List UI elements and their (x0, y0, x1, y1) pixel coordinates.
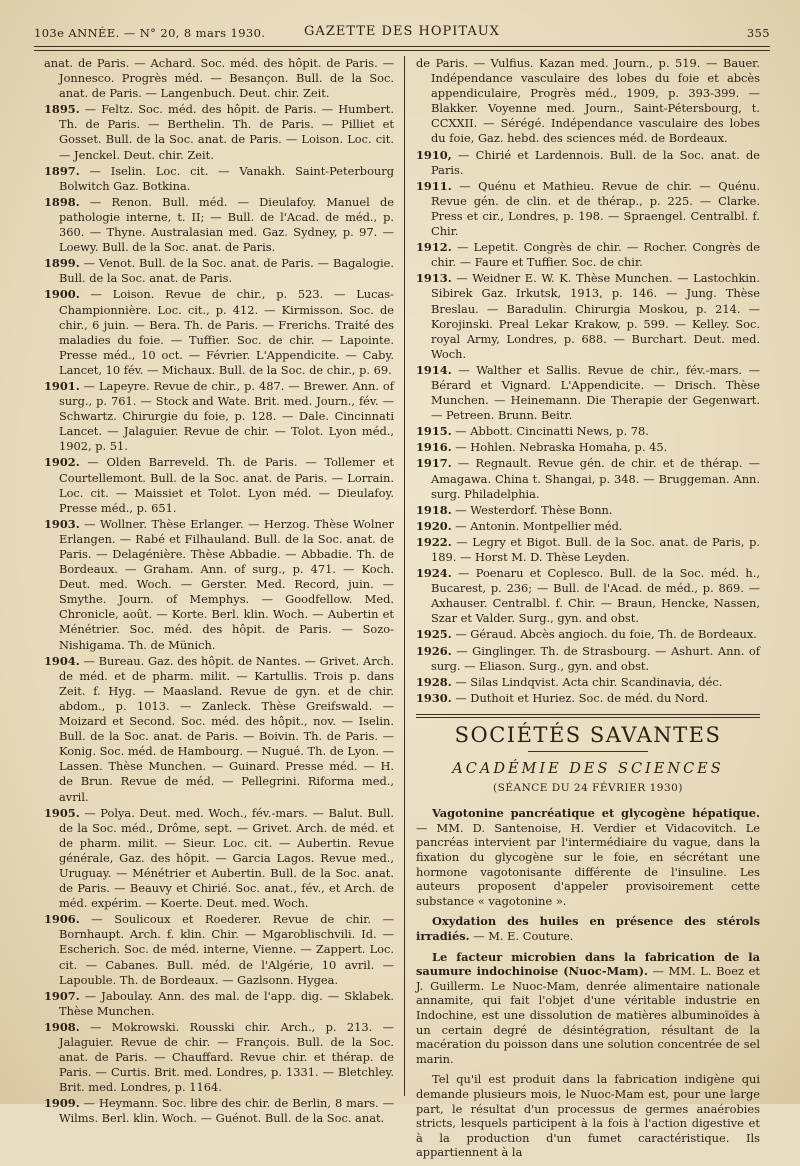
reference-text: — Abbott. Cincinatti News, p. 78. (455, 424, 649, 439)
journal-title: GAZETTE DES HOPITAUX (304, 24, 500, 39)
reference-entry (416, 691, 760, 706)
reference-text: — Venot. Bull. de la Soc. anat. de Paris. — Bagalogie. Bull. de la Soc. anat. de Paris. (59, 256, 395, 286)
reference-year: 1901. (44, 378, 80, 393)
reference-entry (416, 271, 760, 362)
reference-year: 1924. (416, 566, 452, 581)
reference-entry (416, 424, 760, 439)
reference-entry (416, 179, 760, 239)
reference-entry (44, 195, 394, 255)
communication-paragraph (416, 1072, 760, 1160)
reference-text: — Regnault. Revue gén. de chir. et de thérap. — Amagawa. China t. Shangai, p. 348. — Bruggeman. Ann. surg. Philadelphia. (431, 456, 760, 501)
reference-text: — Renon. Bull. méd. — Dieulafoy. Manuel de pathologie interne, t. II; — Bull. de l'Acad. de méd., p. 360. — Thyne. Australasian med. Gaz. Sydney, p. 97. — Loewy. Bull. de la Soc. anat. de Paris. (59, 194, 395, 255)
reference-entry (44, 1020, 394, 1095)
reference-text: — Feltz. Soc. méd. des hôpit. de Paris. — Humbert. Th. de Paris. — Berthelin. Th. de Paris. — Pilliet et Gosset. Bull. de la Soc. anat. de Paris. — Loison. Loc. cit. — Jenckel. Deut. chir. Zeit. (59, 102, 394, 162)
communication-body: — M. E. Couture. (469, 928, 574, 943)
reference-year: 1897. (44, 163, 80, 178)
title-rule (528, 751, 648, 752)
reference-year: 1904. (44, 653, 80, 668)
communication-body: — MM. L. Boez et J. Guillerm. Le Nuoc-Mam, denrée alimentaire nationale annamite, qui fait l'objet d'une véritable industrie en Indochine, est une dissolution de matières albuminoïdes à un certain degré de désintégration, résultant de la macération du poisson dans une solution concentrée de sel marin. (416, 964, 760, 1066)
section-rule (416, 714, 760, 715)
reference-year: 1912. (416, 240, 452, 255)
reference-year: 1903. (44, 516, 80, 531)
reference-entry (44, 989, 394, 1019)
communication-body: Tel qu'il est produit dans la fabrication indigène qui demande plusieurs mois, le Nuoc-Mam est, pour une large part, le résultat d'un processus de germes anaérobies stricts, lesquels participent à la fois à l'action digestive et à la production d'un fumet caractéristique. Ils appartiennent à la (416, 1072, 760, 1160)
reference-year: 1925. (416, 627, 452, 642)
reference-year: 1918. (416, 502, 452, 517)
reference-text: — Bureau. Gaz. des hôpit. de Nantes. — Grivet. Arch. de méd. et de pharm. milit. — Kartullis. Trois p. dans Zeit. f. Hyg. — Maasland. Revue de gyn. et de chir. abdom., p. 1013. — Zanleck. Thèse Greifswald. — Moizard et Second. Soc. méd. des hôpit., nov. — Iselin. Bull. de la Soc. anat. de Paris. — Boivin. Th. de Paris. — Konig. Soc. méd. de Hambourg. — Nugué. Th. de Lyon. — Lassen. Thèse Munchen. — Guinard. Presse méd. — H. de Brun. Revue de méd. — Pellegrini. Riforma med., avril. (59, 653, 394, 804)
reference-text: de Paris. — Vulfius. Kazan med. Journ., p. 519. — Bauer. Indépendance vasculaire des lobes du foie et abcès appendiculaire, Progrès méd., 1909, p. 393-399. — Blakker. Voyenne med. Journ., Saint-Pétersbourg, t. CCXXII. — Sérégé. Indépendance vasculaire des lobes du foie, Gaz. hebd. des sciences méd. de Bordeaux. (416, 56, 760, 146)
reference-text: — Mokrowski. Rousski chir. Arch., p. 213. — Jalaguier. Revue de chir. — François. Bull. de la Soc. anat. de Paris. — Chauffard. Revue chir. et thérap. de Paris. — Curtis. Brit. med. Londres, p. 1331. — Bletchley. Brit. med. Londres, p. 1164. (59, 1019, 394, 1095)
reference-year: 1908. (44, 1019, 80, 1034)
reference-year: 1917. (416, 456, 452, 471)
reference-text: — Quénu et Mathieu. Revue de chir. — Quénu. Revue gén. de clin. et de thérap., p. 225. — Clarke. Press et cir., Londres, p. 198. — Spraengel. Centralbl. f. Chir. (431, 178, 761, 239)
reference-text: — Polya. Deut. med. Woch., fév.-mars. — Balut. Bull. de la Soc. méd., Drôme, sept. — Grivet. Arch. de méd. et de pharm. milit. — Sieur. Loc. cit. — Aubertin. Revue générale, Gaz. des hôpit. — Garcia Lagos. Revue med., Uruguay. — Ménétrier et Aubertin. Bull. de la Soc. anat. de Paris. — Beauvy et Chirié. Soc. anat., fév., et Arch. de méd. expérim. — Koerte. Deut. med. Woch. (59, 805, 395, 911)
communication-body: — MM. D. Santenoise, H. Verdier et Vidacovitch. Le pancréas intervient par l'intermédiaire du vague, dans la fixation du glycogène sur le foie, en sécrétant une hormone vagotonisante différente de l'insuline. Les auteurs proposent d'appeler provisoirement cette substance « vagotonine ». (416, 820, 760, 908)
reference-text: — Loison. Revue de chir., p. 523. — Lucas-Championnière. Loc. cit., p. 412. — Kirmisson. Soc. de chir., 6 juin. — Bera. Th. de Paris. — Frerichs. Traité des maladies du foie. — Tuffier. Soc. de chir. — Lapointe. Presse méd., 10 oct. — Février. L'Appendicite. — Caby. Lancet, 10 fév. — Michaux. Bull. de la Soc. de chir., p. 69. (59, 287, 394, 377)
header-rule (34, 46, 770, 47)
reference-entry (44, 517, 394, 653)
reference-text: — Jaboulay. Ann. des mal. de l'app. dig. — Sklabek. Thèse Munchen. (59, 988, 394, 1018)
reference-entry (44, 287, 394, 378)
reference-entry (416, 644, 760, 674)
reference-year: 1906. (44, 912, 80, 927)
reference-year: 1911. (416, 178, 452, 193)
reference-text: — Antonin. Montpellier méd. (455, 518, 623, 533)
reference-text: — Lapeyre. Revue de chir., p. 487. — Brewer. Ann. of surg., p. 761. — Stock and Wate. Brit. med. Journ., fév. — Schwartz. Chirurgie du foie, p. 128. — Dale. Cincinnati Lancet. — Jalaguier. Revue de chir. — Tolot. Lyon méd., 1902, p. 51. (59, 378, 394, 454)
reference-entry (416, 519, 760, 534)
communication-title: Oxydation des huiles en présence des stérols irradiés. (416, 914, 760, 943)
page-header (34, 22, 770, 46)
session-date: (SÉANCE DU 24 FÉVRIER 1930) (493, 782, 683, 795)
reference-entry (44, 56, 394, 101)
reference-text: — Westerdorf. Thèse Bonn. (455, 502, 613, 517)
reference-year: 1920. (416, 518, 452, 533)
reference-entry (416, 456, 760, 501)
reference-year: 1902. (44, 455, 80, 470)
reference-year: 1898. (44, 194, 80, 209)
reference-text: — Heymann. Soc. libre des chir. de Berlin, 8 mars. — Wilms. Berl. klin. Woch. — Guénot. Bull. de la Soc. anat. (59, 1096, 395, 1126)
academy-title: ACADÉMIE DES SCIENCES (452, 761, 724, 778)
reference-text: — Géraud. Abcès angioch. du foie, Th. de Bordeaux. (455, 627, 757, 642)
reference-text: — Poenaru et Coplesco. Bull. de la Soc. méd. h., Bucarest, p. 236; — Bull. de l'Acad. de méd., p. 869. — Axhauser. Centralbl. f. Chir. — Braun, Hencke, Nassen, Szar et Valder. Surg., gyn. and obst. (431, 566, 760, 626)
reference-year: 1916. (416, 440, 452, 455)
reference-entry (44, 379, 394, 454)
bibliography-continued (416, 56, 760, 706)
communications (416, 806, 760, 1160)
reference-entry (416, 675, 760, 690)
reference-year: 1909. (44, 1096, 80, 1111)
reference-entry (416, 240, 760, 270)
reference-year: 1899. (44, 256, 80, 271)
reference-text: — Hohlen. Nebraska Homaha, p. 45. (455, 440, 668, 455)
reference-entry (416, 566, 760, 626)
reference-entry (416, 535, 760, 565)
reference-text: — Lepetit. Congrès de chir. — Rocher. Congrès de chir. — Faure et Tuffier. Soc. de chir. (431, 240, 760, 270)
reference-entry (44, 1096, 394, 1126)
communication-title: Le facteur microbien dans la fabrication de la saumure indochinoise (Nuoc-Mam). (416, 949, 760, 979)
reference-year: 1900. (44, 287, 80, 302)
reference-entry (416, 363, 760, 423)
communication-paragraph (416, 950, 760, 1067)
reference-year: 1930. (416, 690, 452, 705)
reference-text: — Silas Lindqvist. Acta chir. Scandinavia, déc. (455, 674, 723, 689)
reference-year: 1928. (416, 674, 452, 689)
reference-entry (416, 56, 760, 147)
reference-year: 1915. (416, 424, 452, 439)
reference-entry (44, 806, 394, 912)
reference-entry (44, 164, 394, 194)
reference-year: 1926. (416, 643, 452, 658)
reference-entry (416, 440, 760, 455)
reference-entry (44, 912, 394, 987)
reference-text: — Ginglinger. Th. de Strasbourg. — Ashurt. Ann. of surg. — Eliason. Surg., gyn. and obst. (431, 643, 760, 673)
reference-year: 1910, (416, 147, 452, 162)
issue-info: 103e ANNÉE. — N° 20, 8 mars 1930. (34, 26, 266, 40)
reference-year: 1907. (44, 988, 80, 1003)
reference-entry (416, 627, 760, 642)
reference-text: — Walther et Sallis. Revue de chir., fév.-mars. — Bérard et Vignard. L'Appendicite. — Drisch. Thèse Munchen. — Heinemann. Die Therapie der Gegenwart. — Petreen. Brunn. Beitr. (431, 362, 760, 423)
reference-text: — Chirié et Lardennois. Bull. de la Soc. anat. de Paris. (431, 147, 760, 177)
reference-entry (44, 102, 394, 162)
reference-text: — Weidner E. W. K. Thèse Munchen. — Lastochkin. Sibirek Gaz. Irkutsk, 1913, p. 146. — Jung. Thèse Breslau. — Baradulin. Chirurgia Moskou, p. 214. — Korojinski. Preal Lekar Krakow, p. 599. — Kelley. Soc. royal Army, Londres, p. 688. — Burchart. Deut. med. Woch. (431, 271, 760, 361)
reference-year: 1895. (44, 102, 80, 117)
page-number: 355 (746, 26, 770, 40)
left-column (44, 56, 394, 1128)
column-divider (404, 56, 405, 1096)
reference-text: anat. de Paris. — Achard. Soc. méd. des hôpit. de Paris. — Jonnesco. Progrès méd. — Besançon. Bull. de la Soc. anat. de Paris. — Langenbuch. Deut. chir. Zeit. (44, 56, 394, 101)
communication-paragraph (416, 806, 760, 908)
reference-year: 1922. (416, 534, 452, 549)
reference-entry (44, 256, 394, 286)
reference-year: 1905. (44, 805, 80, 820)
section-title: SOCIÉTÉS SAVANTES (454, 722, 722, 747)
communication-title: Vagotonine pancréatique et glycogène hépatique. (432, 806, 760, 821)
reference-text: — Wollner. Thèse Erlanger. — Herzog. Thèse Wolner Erlangen. — Rabé et Filhauland. Bull. de la Soc. anat. de Paris. — Delagénière. Thèse Abbadie. — Abbadie. Th. de Bordeaux. — Graham. Ann. of surg., p. 471. — Koch. Deut. med. Woch. — Gerster. Med. Record, juin. — Smythe. Journ. of Memphys. — Goodfellow. Med. Chronicle, août. — Korte. Berl. klin. Woch. — Aubertin et Ménétrier. Soc. méd. des hôpit. de Paris. — Sozo-Nishigama. Th. de Münich. (59, 516, 394, 652)
reference-text: — Soulicoux et Roederer. Revue de chir. — Bornhaupt. Arch. f. klin. Chir. — Mgaroblischvili. Id. — Escherich. Soc. de méd. interne, Vienne. — Zappert. Loc. cit. — Cabanes. Bull. méd. de l'Algérie, 10 avril. — Lapouble. Th. de Bordeaux. — Gazlsonn. Hygea. (59, 912, 394, 987)
communication-paragraph (416, 914, 760, 943)
reference-year: 1914. (416, 362, 452, 377)
reference-entry (416, 503, 760, 518)
reference-text: — Olden Barreveld. Th. de Paris. — Tollemer et Courtellemont. Bull. de la Soc. anat. de Paris. — Lorrain. Loc. cit. — Maissiet et Tolot. Lyon méd. — Dieulafoy. Presse méd., p. 651. (59, 455, 395, 515)
reference-entry (44, 654, 394, 805)
reference-entry (416, 148, 760, 178)
header-rule-thin (34, 50, 770, 51)
reference-text: — Legry et Bigot. Bull. de la Soc. anat. de Paris, p. 189. — Horst M. D. Thèse Leyden. (431, 534, 760, 564)
reference-text: — Duthoit et Huriez. Soc. de méd. du Nord. (455, 690, 709, 705)
section-rule-thin (416, 717, 760, 718)
reference-text: — Iselin. Loc. cit. — Vanakh. Saint-Peterbourg Bolwitch Gaz. Botkina. (59, 163, 395, 193)
reference-entry (44, 455, 394, 515)
reference-year: 1913. (416, 271, 452, 286)
right-column (416, 56, 760, 1166)
